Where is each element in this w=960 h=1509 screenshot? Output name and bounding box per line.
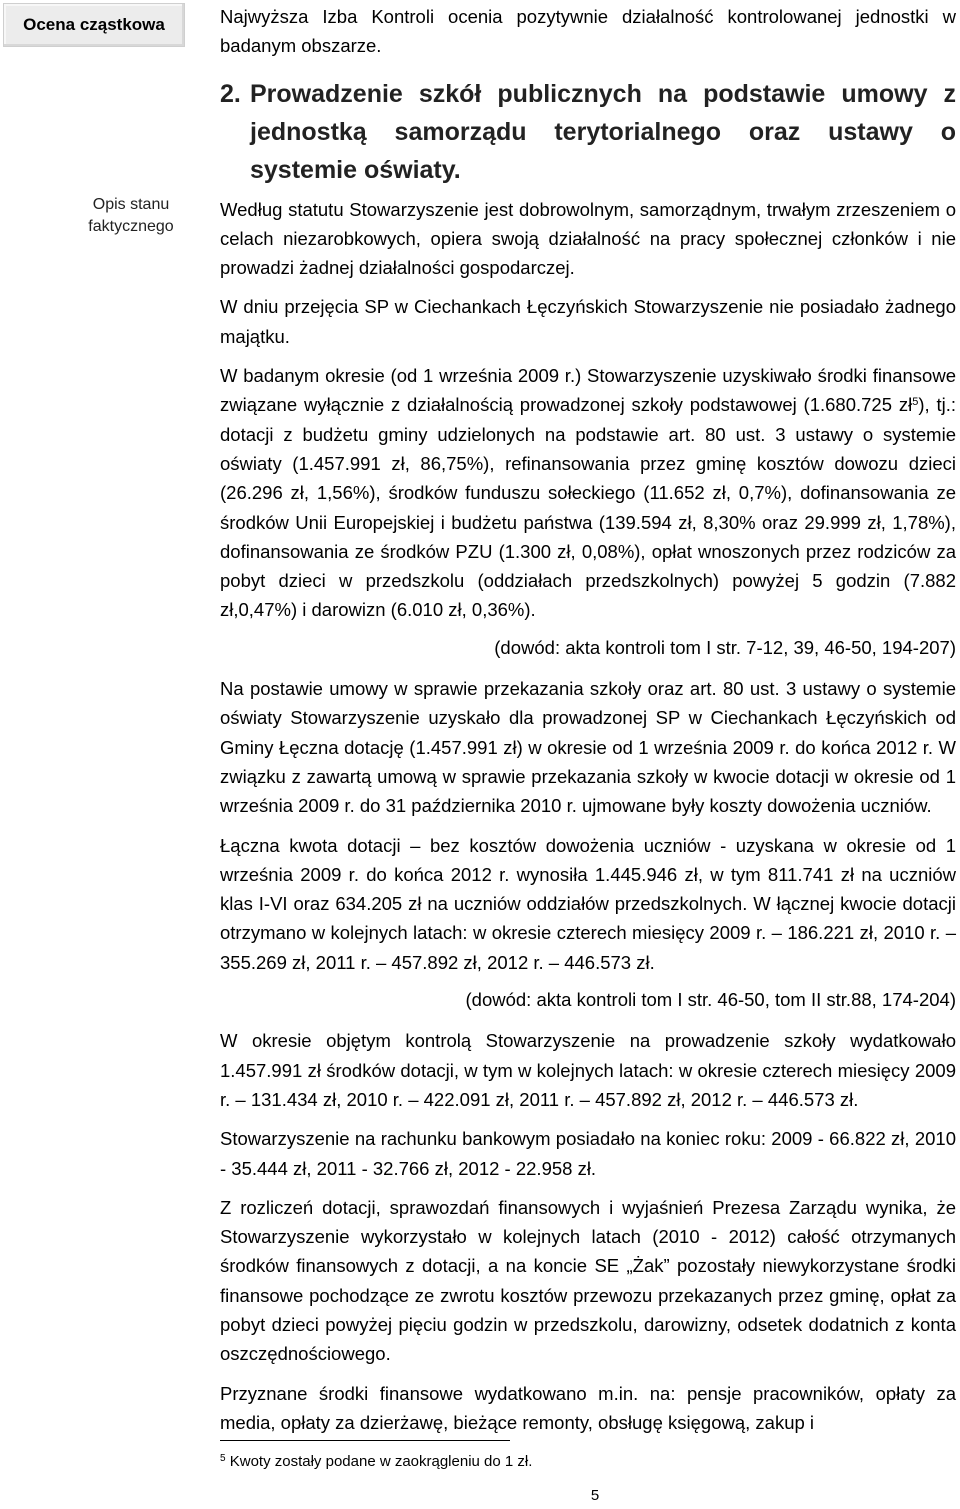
section-side-label: Opis stanu faktycznego bbox=[88, 196, 174, 235]
paragraph-spending: Przyznane środki finansowe wydatkowano m.in. na: pensje pracowników, opłaty za media, opłaty za dzierżawę, bieżące remonty, obsługę księgową, zakup i bbox=[220, 1382, 956, 1433]
paragraph-statute: Według statutu Stowarzyszenie jest dobrowolnym, samorządnym, trwałym zrzeszeniem o celach niezarobkowych, opiera swoją działalność na pracy społecznej członków i nie prowadzi żadnej działalności gospodarczej. bbox=[220, 198, 956, 279]
section-number: 2. bbox=[220, 79, 241, 108]
paragraph-subsidy-total: Łączna kwota dotacji – bez kosztów dowożenia uczniów - uzyskana w okresie od 1 września 2009 r. do końca 2012 r. wynosiła 1.445.946 zł, w tym 811.741 zł na uczniów klas I-VI oraz 634.205 zł na uczniów oddziałów przedszkolnych. W łącznej kwocie dotacji otrzymano w kolejnych latach: w okresie czterech miesięcy 2009 r. – 186.221 zł, 2010 r. – 355.269 zł, 2011 r. – 457.892 zł, 2012 r. – 446.573 zł. bbox=[220, 834, 956, 973]
paragraph-expenditure: W okresie objętym kontrolą Stowarzyszenie na prowadzenie szkoły wydatkowało 1.457.991 zł środków dotacji, w tym w kolejnych latach: w okresie czterech miesięcy 2009 r. – 131.434 zł, 2010 r. – 422.091 zł, 2011 r. – 457.892 zł, 2012 r. – 446.573 zł. bbox=[220, 1030, 956, 1110]
footnote-reference: 5 bbox=[912, 396, 919, 409]
paragraph-assets: W dniu przejęcia SP w Ciechankach Łęczyńskich Stowarzyszenie nie posiadało żadnego majątku. bbox=[220, 296, 956, 347]
evidence-note: (dowód: akta kontroli tom I str. 7-12, 39, 46-50, 194-207) bbox=[494, 636, 956, 658]
section-heading bbox=[220, 75, 956, 189]
footnote-marker: 5 bbox=[220, 1453, 226, 1464]
footnote-separator bbox=[220, 1440, 510, 1441]
footnote bbox=[220, 1452, 532, 1472]
funding-text-part1: W badanym okresie (od 1 września 2009 r.) Stowarzyszenie uzyskiwało środki finansowe związane wyłącznie z działalnością prowadzonej szkoły podstawowej (1.680.725 zł bbox=[220, 365, 956, 416]
paragraph-bank-balance: Stowarzyszenie na rachunku bankowym posiadało na koniec roku: 2009 - 66.822 zł, 2010 - 35.444 zł, 2011 - 32.766 zł, 2012 - 22.958 zł. bbox=[220, 1128, 956, 1179]
document-body bbox=[220, 2, 956, 1447]
section-heading-text: Prowadzenie szkół publicznych na podstawie umowy z jednostką samorządu terytorialnego oraz ustawy o systemie oświaty. bbox=[250, 79, 956, 184]
footnote-text: Kwoty zostały podane w zaokrągleniu do 1 zł. bbox=[229, 1453, 533, 1470]
assessment-badge-label: Ocena cząstkowa bbox=[23, 15, 165, 34]
funding-text-part2: ), tj.: dotacji z budżetu gminy udzielonych na podstawie art. 80 ust. 3 ustawy o systemie oświaty (1.457.991 zł, 86,75%), refinansowania przez gminę kosztów dowozu dzieci (26.296 zł, 1,56%), środków funduszu sołeckiego (11.652 zł, 0,7%), dofinansowania ze środków Unii Europejskiej i budżetu państwa (139.594 zł, 8,30% oraz 29.999 zł, 1,78%), dofinansowania ze środków PZU (1.300 zł, 0,08%), opłat wnoszonych przez rodziców za pobyt dzieci w przedszkolu (oddziałach przedszkolnych) powyżej 5 godzin (7.882 zł,0,47%) i darowizn (6.010 zł, 0,36%). bbox=[220, 394, 956, 621]
paragraph-funding bbox=[220, 361, 956, 625]
intro-paragraph: Najwyższa Izba Kontroli ocenia pozytywnie działalność kontrolowanej jednostki w badanym obszarze. bbox=[220, 6, 956, 57]
assessment-badge bbox=[3, 3, 185, 47]
paragraph-agreement: Na postawie umowy w sprawie przekazania szkoły oraz art. 80 ust. 3 ustawy o systemie oświaty Stowarzyszenie uzyskało dla prowadzonej SP w Ciechankach Łęczyńskich od Gminy Łęczna dotację (1.457.991 zł) w okresie od 1 września 2009 r. do końca 2012 r. W związku z zawartą umową w sprawie przekazania szkoły w kwocie dotacji w okresie od 1 września 2009 r. do 31 października 2010 r. ujmowane były koszty dowożenia uczniów. bbox=[220, 678, 956, 817]
paragraph-settlement: Z rozliczeń dotacji, sprawozdań finansowych i wyjaśnień Prezesa Zarządu wynika, że Stowarzyszenie wykorzystało w kolejnych latach (2010 - 2012) całość otrzymanych środków finansowych z dotacji, a na koncie SE „Żak” pozostały niewykorzystane środki finansowe pochodzące ze zwrotu kosztów przewozu przekazanych przez gminę, opłat za pobyt dzieci powyżej pięciu godzin w przedszkolu, darowizny, odsetek dodatnich z konta oszczędnościowego. bbox=[220, 1196, 956, 1365]
evidence-note: (dowód: akta kontroli tom I str. 46-50, tom II str.88, 174-204) bbox=[465, 989, 956, 1011]
page-number: 5 bbox=[590, 1487, 600, 1504]
